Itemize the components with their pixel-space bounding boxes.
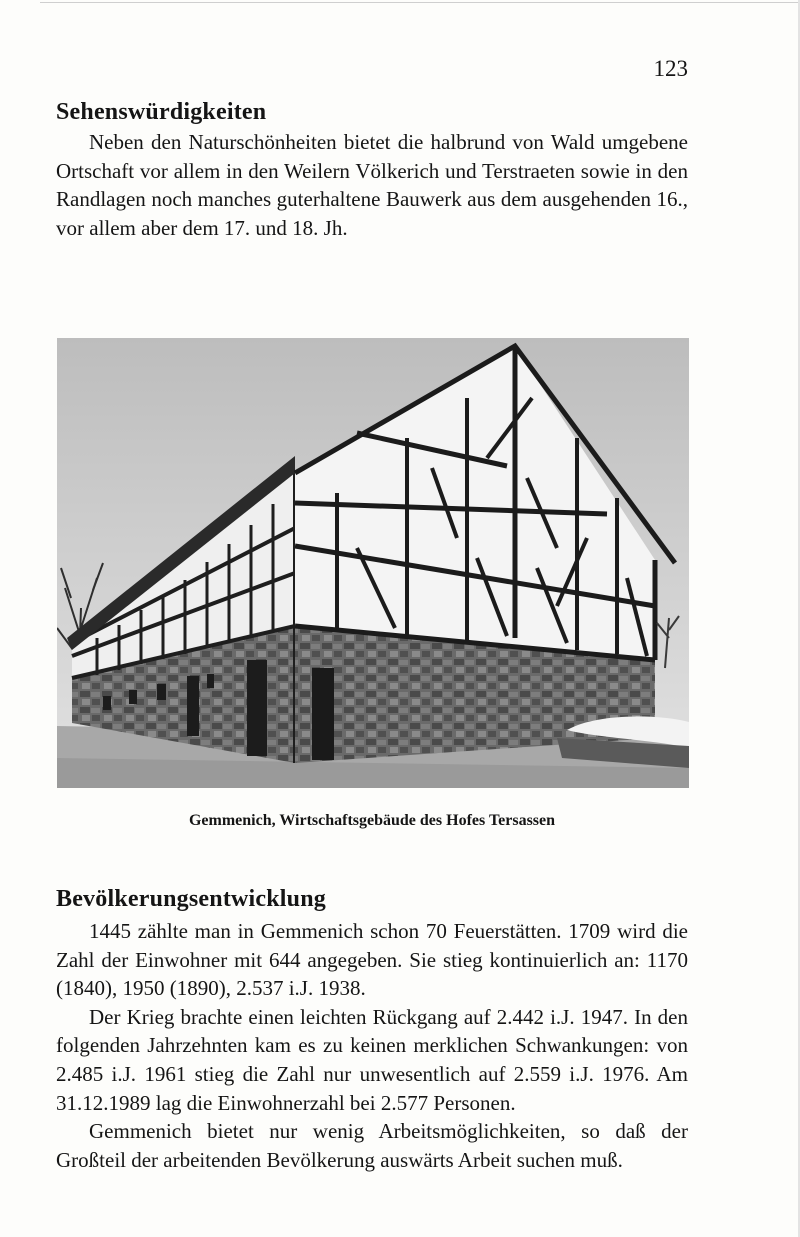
section-text-population <box>56 917 688 1174</box>
page-top-edge <box>40 2 800 3</box>
paragraph: Neben den Naturschönheiten bietet die halbrund von Wald umgebene Ortschaft vor allem in den Weilern Völkerich und Terstraeten sowie in den Randlagen noch manches guterhaltene Bauwerk aus dem ausgehenden 16., vor allem aber dem 17. und 18. Jh. <box>56 130 688 240</box>
paragraph: 1445 zählte man in Gemmenich schon 70 Feuerstätten. 1709 wird die Zahl der Einwohner mit 644 angegeben. Sie stieg kontinuierlich an: 1170 (1840), 1950 (1890), 2.537 i.J. 1938. <box>56 919 688 1001</box>
paragraph: Gemmenich bietet nur wenig Arbeitsmöglichkeiten, so daß der Großteil der arbeitenden Bevölkerung auswärts Arbeit suchen muß. <box>56 1119 688 1172</box>
section-heading-sights: Sehenswürdigkeiten <box>56 99 267 125</box>
page-number: 123 <box>653 56 688 81</box>
farm-building-photo <box>57 338 689 788</box>
figure-caption: Gemmenich, Wirtschaftsgebäude des Hofes Tersassen <box>188 812 556 829</box>
section-text-sights <box>56 128 688 242</box>
section-heading-population: Bevölkerungsentwicklung <box>56 886 326 912</box>
paragraph: Der Krieg brachte einen leichten Rückgang auf 2.442 i.J. 1947. In den folgenden Jahrzehnten kam es zu keinen merklichen Schwankungen: von 2.485 i.J. 1961 stieg die Zahl nur unwesentlich auf 2.559 i.J. 1976. Am 31.12.1989 lag die Einwohnerzahl bei 2.577 Personen. <box>56 1004 688 1115</box>
